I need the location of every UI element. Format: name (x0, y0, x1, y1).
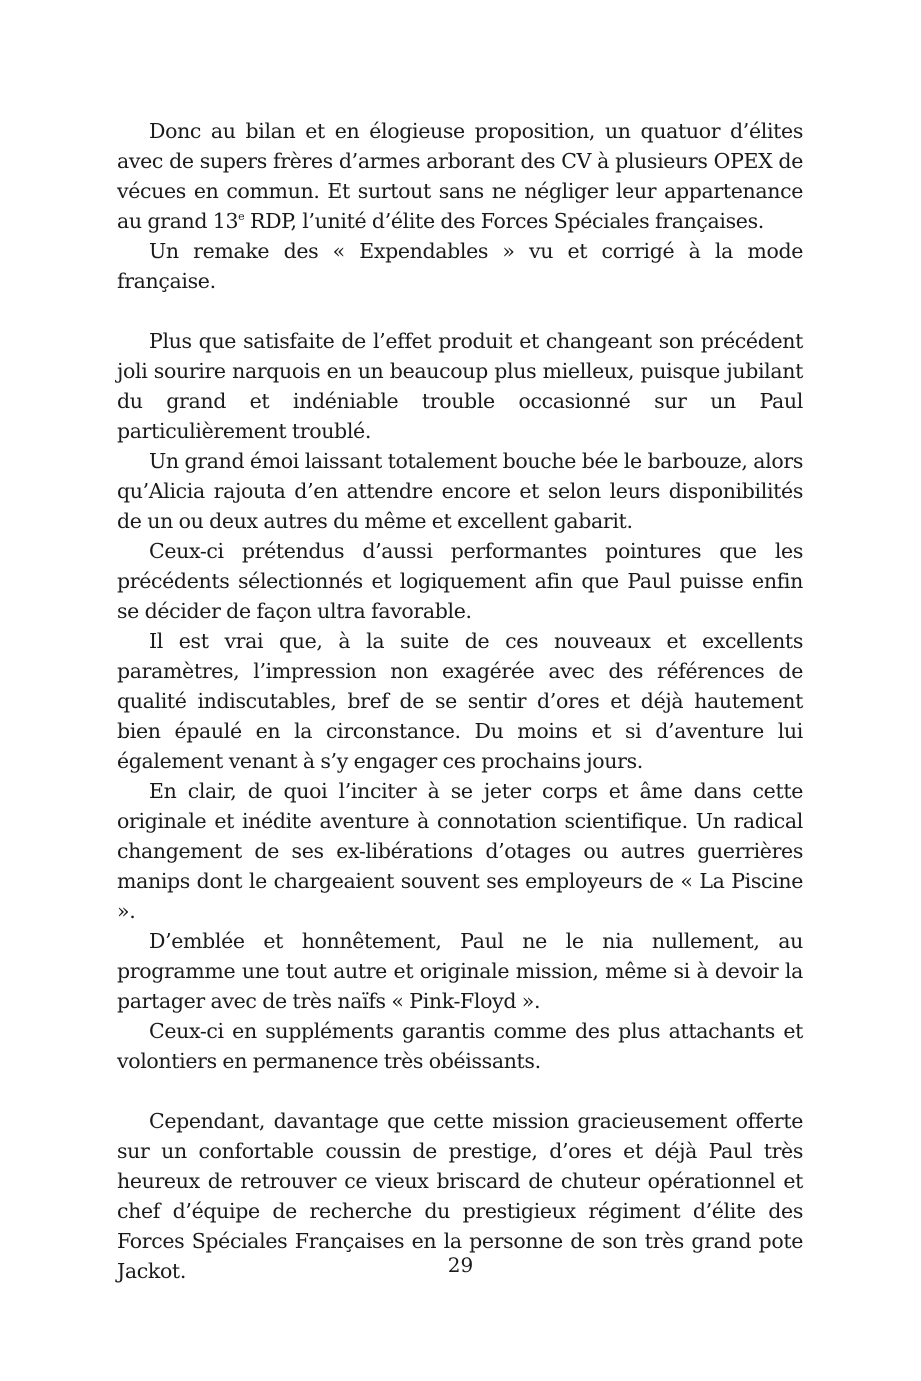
paragraph-6: Il est vrai que, à la suite de ces nouveaux et excellents paramètres, l’impression non exagérée avec des références de qualité indiscutables, bref de se sentir d’ores et déjà hautement bien épaulé en la circonstance. Du moins et si d’aventure lui également venant à s’y engager ces prochains jours. (117, 629, 803, 773)
paragraph-8: D’emblée et honnêtement, Paul ne le nia nullement, au programme une tout autre et originale mission, même si à devoir la partager avec de très naïfs « Pink-Floyd ». (117, 929, 803, 1013)
section-break (117, 296, 803, 326)
paragraph-9: Ceux-ci en suppléments garantis comme des plus attachants et volontiers en permanence très obéissants. (117, 1019, 803, 1073)
paragraph-1: Donc au bilan et en élogieuse proposition, un quatuor d’élites avec de supers frères d’armes arborant des CV à plusieurs OPEX de vécues en commun. Et surtout sans ne négliger leur appartenance au grand 13e RDP, l’unité d’élite des Forces Spéciales françaises. (117, 119, 803, 233)
paragraph-10: Cependant, davantage que cette mission gracieusement offerte sur un confortable coussin de prestige, d’ores et déjà Paul très heureux de retrouver ce vieux briscard de chuteur opérationnel et chef d’équipe de recherche du prestigieux régiment d’élite des Forces Spéciales Françaises en la personne de son très grand pote Jackot. (117, 1109, 803, 1283)
paragraph-4: Un grand émoi laissant totalement bouche bée le barbouze, alors qu’Alicia rajouta d’en attendre encore et selon leurs disponibilités de un ou deux autres du même et excellent gabarit. (117, 449, 803, 533)
paragraph-7: En clair, de quoi l’inciter à se jeter corps et âme dans cette originale et inédite aventure à connotation scientifique. Un radical changement de ses ex-libérations d’otages ou autres guerrières manips dont le chargeaient souvent ses employeurs de « La Piscine ». (117, 779, 803, 923)
paragraph-5: Ceux-ci prétendus d’aussi performantes pointures que les précédents sélectionnés et logiquement afin que Paul puisse enfin se décider de façon ultra favorable. (117, 539, 803, 623)
paragraph-3: Plus que satisfaite de l’effet produit et changeant son précédent joli sourire narquois en un beaucoup plus mielleux, puisque jubilant du grand et indéniable trouble occasionné sur un Paul particulièrement troublé. (117, 329, 803, 443)
superscript-e: e (238, 210, 245, 224)
section-break (117, 1076, 803, 1106)
page-number: 29 (447, 1253, 474, 1277)
paragraph-2: Un remake des « Expendables » vu et corrigé à la mode française. (117, 239, 803, 293)
body-text (117, 116, 803, 1286)
